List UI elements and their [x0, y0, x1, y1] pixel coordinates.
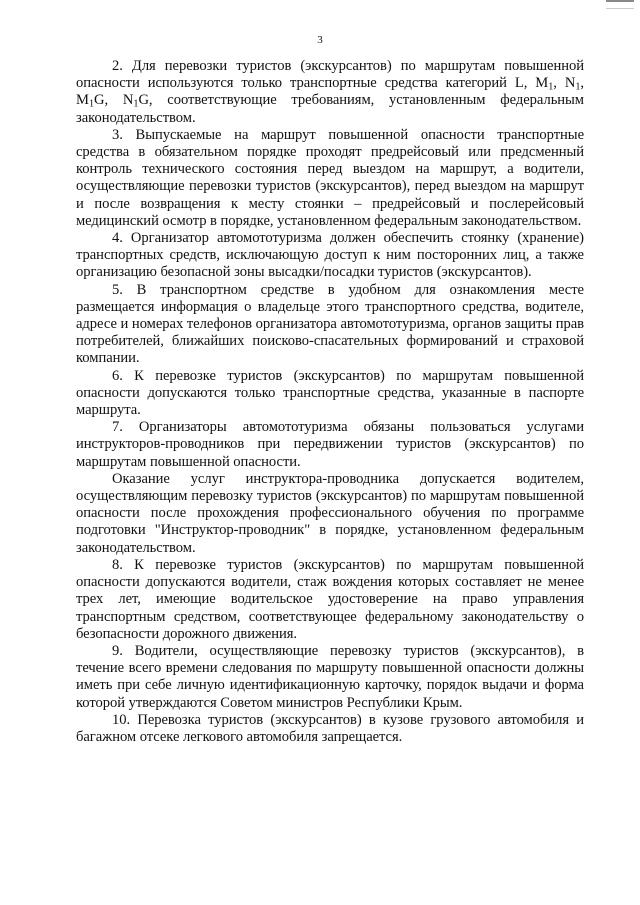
document-body — [76, 58, 584, 746]
paragraph-text: 10. Перевозка туристов (экскурсантов) в кузове грузового автомобиля и багажном отсеке легкового автомобиля запрещается. — [76, 711, 584, 745]
paragraph-text: 3. Выпускаемые на маршрут повышенной опасности транспортные средства в обязательном порядке проходят предрейсовый или предсменный контроль технического состояния перед выездом на маршрут, а водители, осуществляющие перевозки туристов (экскурсантов), перед выездом на маршрут и после возвращения к месту стоянки – предрейсовый и послерейсовый медицинский осмотр в порядке, установленном федеральным законодательством. — [76, 126, 584, 229]
paragraph-p2 — [76, 58, 584, 127]
paragraph-p6 — [76, 368, 584, 420]
scan-corner-mark — [606, 0, 634, 9]
paragraph-p7b — [76, 471, 584, 557]
paragraph-text: 5. В транспортном средстве в удобном для ознакомления месте размещается информация о владельце этого транспортного средства, водителе, адресе и номерах телефонов организатора автомототуризма, органов защиты прав потребителей, ближайших поисково-спасательных формирований и страховой компании. — [76, 281, 584, 367]
paragraph-text: , N — [553, 75, 576, 92]
paragraph-text: G, соответствующие требованиям, установленным федеральным законодательством. — [76, 92, 584, 126]
paragraph-text: G, N — [94, 92, 134, 109]
paragraph-text: 7. Организаторы автомототуризма обязаны пользоваться услугами инструкторов-проводников при передвижении туристов (экскурсантов) по маршрутам повышенной опасности. — [76, 419, 584, 470]
paragraph-text: 8. К перевозке туристов (экскурсантов) по маршрутам повышенной опасности допускаются водители, стаж вождения которых составляет не менее трех лет, имеющие водительское удостоверение на право управления транспортным средством, соответствующее федеральному законодательству о безопасности дорожного движения. — [76, 556, 584, 642]
subscript: 1 — [133, 98, 139, 110]
paragraph-text: 4. Организатор автомототуризма должен обеспечить стоянку (хранение) транспортных средств, исключающую доступ к ним посторонних лиц, а также организацию безопасной зоны высадки/посадки туристов (экскурсантов). — [76, 230, 584, 281]
subscript: 1 — [88, 98, 94, 110]
paragraph-p8 — [76, 557, 584, 643]
paragraph-text: , M — [76, 75, 584, 109]
subscript: 1 — [548, 81, 554, 93]
paragraph-p3 — [76, 127, 584, 230]
paragraph-p7 — [76, 419, 584, 471]
paragraph-text: 2. Для перевозки туристов (экскурсантов) по маршрутам повышенной опасности используются только транспортные средства категорий L, M — [76, 58, 584, 92]
paragraph-p9 — [76, 643, 584, 712]
paragraph-text: 6. К перевозке туристов (экскурсантов) по маршрутам повышенной опасности допускаются только транспортные средства, указанные в паспорте маршрута. — [76, 367, 584, 419]
paragraph-text: Оказание услуг инструктора-проводника допускается водителем, осуществляющим перевозку туристов (экскурсантов) по маршрутам повышенной опасности после прохождения профессионального обучения по программе подготовки "Инструктор-проводник" в порядке, установленном федеральным законодательством. — [76, 470, 584, 556]
paragraph-p5 — [76, 282, 584, 368]
subscript: 1 — [575, 81, 581, 93]
paragraph-p10 — [76, 712, 584, 746]
paragraph-p4 — [76, 230, 584, 282]
paragraph-text: 9. Водители, осуществляющие перевозку туристов (экскурсантов), в течение всего времени следования по маршруту повышенной опасности должны иметь при себе личную идентификационную карточку, порядок выдачи и форма которой утверждаются Советом министров Республики Крым. — [76, 642, 584, 711]
page-number: 3 — [317, 34, 323, 46]
